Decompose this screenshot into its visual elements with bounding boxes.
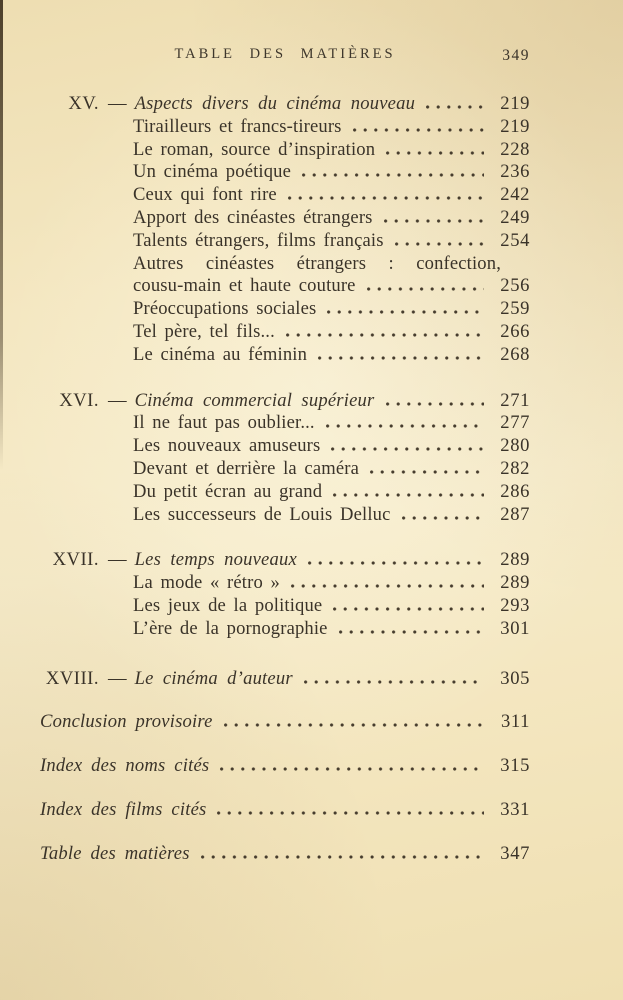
back-matter-row [40,711,530,734]
entry-label: Devant et derrière la caméra [133,457,359,479]
dot-leader [308,561,484,565]
dot-leader [291,584,484,588]
back-matter-page-number: 311 [500,711,530,733]
entry-row [40,184,530,207]
entry-row [40,618,530,641]
entry-page-number: 301 [500,617,530,639]
entry-page-number: 236 [500,161,530,183]
back-matter-row [40,843,530,866]
entry-page-number: 287 [500,503,530,525]
entry-row [40,139,530,162]
entry-label: Préoccupations sociales [133,298,317,320]
folio-page-number: 349 [502,47,530,64]
entry-row [40,344,530,367]
chapter-title: Les temps nouveaux [134,549,297,571]
entry-row [40,504,530,527]
dot-leader [333,607,484,611]
em-dash: — [108,549,127,571]
entry-page-number: 228 [500,138,530,160]
back-matter-page-number: 331 [500,798,530,820]
dot-leader [326,424,484,428]
back-matter-row [40,755,530,778]
entry-page-number: 219 [500,115,530,137]
dot-leader [426,105,484,109]
entry-label: Le cinéma au féminin [133,343,308,365]
entry-page-number: 282 [500,457,530,479]
dot-leader [367,287,484,291]
chapter-title: Le cinéma d’auteur [134,667,293,689]
entry-page-number: 259 [500,298,530,320]
back-matter-title: Index des noms cités [40,755,210,777]
back-matter-row [40,799,530,822]
chapter-page-number: 305 [500,667,530,689]
chapter-numeral: XVII. [52,549,99,571]
em-dash: — [108,389,127,411]
chapter-page-number: 289 [500,549,530,571]
page-content [40,46,530,866]
dot-leader [217,811,484,815]
entry-page-number: 242 [500,184,530,206]
entry-row [40,275,530,298]
back-matter-title: Index des films cités [40,798,207,820]
entry-wrap-line: Autres cinéastes étrangers : confection, [133,252,501,274]
chapter-numeral: XVI. [59,389,99,411]
entry-row [40,595,530,618]
chapter-title: Cinéma commercial supérieur [134,389,375,411]
chapter-row [40,390,530,413]
dot-leader [327,310,484,314]
entry-row [40,412,530,435]
entry-page-number: 277 [500,412,530,434]
back-matter-page-number: 315 [500,755,530,777]
entry-label: Les jeux de la politique [133,594,323,616]
dot-leader [318,356,484,360]
entry-row [40,116,530,139]
entry-label: Il ne faut pas oublier... [133,412,315,434]
dot-leader [220,767,484,771]
entry-label: Ceux qui font rire [133,184,277,206]
chapter-numeral: XV. [68,93,99,114]
entry-label: Tirailleurs et francs-tireurs [133,115,342,137]
entry-row [40,298,530,321]
dot-leader [331,447,484,451]
entry-row [40,230,530,253]
dot-leader [384,219,484,223]
scan-edge-shadow [0,0,3,470]
entry-page-number: 268 [500,343,530,365]
entry-label: Apport des cinéastes étrangers [133,206,373,228]
dot-leader [339,630,484,634]
entry-label: Talents étrangers, films français [133,229,384,251]
dot-leader [286,333,484,337]
dot-leader [288,196,484,200]
entry-row [40,161,530,184]
entry-page-number: 256 [500,275,530,297]
toc-section [40,668,530,691]
table-of-contents [40,93,530,866]
dot-leader [386,151,484,155]
entry-row [40,481,530,504]
entry-row [40,435,530,458]
dot-leader [402,516,485,520]
back-matter-page-number: 347 [500,842,530,864]
entry-label: L’ère de la pornographie [133,617,328,639]
toc-section [40,93,530,367]
entry-page-number: 249 [500,206,530,228]
entry-label: Un cinéma poétique [133,161,292,183]
entry-label: Du petit écran au grand [133,480,323,502]
entry-label: Les nouveaux amuseurs [133,435,321,457]
entry-label: Le roman, source d’inspiration [133,138,376,160]
running-head [40,46,530,64]
dot-leader [370,470,484,474]
dot-leader [302,173,484,177]
entry-label: La mode « rétro » [133,572,280,594]
entry-page-number: 266 [500,320,530,342]
entry-page-number: 293 [500,594,530,616]
em-dash: — [108,93,127,114]
back-matter-title: Conclusion provisoire [40,711,213,733]
chapter-row [40,549,530,572]
entry-label: Tel père, tel fils... [133,320,275,342]
chapter-row [40,93,530,116]
chapter-page-number: 219 [500,93,530,114]
entry-label: Les successeurs de Louis Delluc [133,503,391,525]
entry-page-number: 286 [500,480,530,502]
dot-leader [386,402,485,406]
dot-leader [224,723,484,727]
entry-row [40,321,530,344]
chapter-numeral: XVIII. [45,667,99,689]
chapter-title: Aspects divers du cinéma nouveau [134,93,416,114]
dot-leader [333,493,484,497]
dot-leader [395,242,484,246]
back-matter [40,711,530,865]
back-matter-title: Table des matières [40,842,190,864]
dot-leader [353,128,484,132]
toc-section [40,390,530,527]
entry-page-number: 289 [500,572,530,594]
chapter-row [40,668,530,691]
entry-row [40,207,530,230]
entry-page-number: 254 [500,229,530,251]
em-dash: — [108,667,127,689]
entry-label: cousu-main et haute couture [133,275,356,297]
dot-leader [201,855,484,859]
toc-section [40,549,530,640]
dot-leader [304,680,484,684]
running-head-title: TABLE DES MATIÈRES [174,46,396,62]
entry-page-number: 280 [500,435,530,457]
chapter-page-number: 271 [500,389,530,411]
entry-row [40,572,530,595]
entry-row [40,458,530,481]
